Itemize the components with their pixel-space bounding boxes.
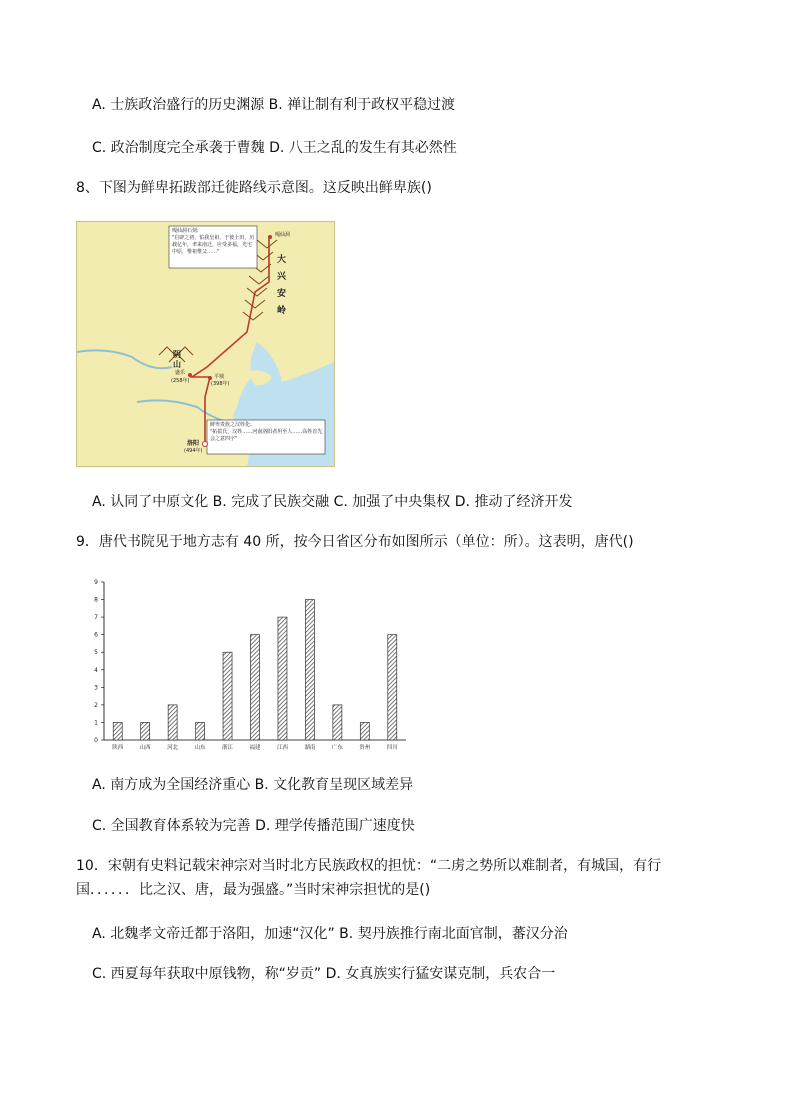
x-tick-label: 山东 [194, 745, 206, 751]
bar-7 [305, 600, 314, 740]
bar-6 [278, 617, 287, 740]
edict-title: 鲜卑贵族之汉姓化: [210, 422, 252, 428]
yinshan-label: 阴山 [173, 350, 181, 369]
x-tick-label: 广东 [331, 745, 343, 751]
q10-stem-line2: 国．．．．．．比之汉、唐，最为强盛。”当时宋神宗担忧的是() [76, 882, 431, 898]
inscription-text: "启辟之初，佑我皇祖，于彼土田，历载亿年，聿来南迁，应受多福，光宅中原，惟祖惟父……" [172, 235, 255, 255]
migration-map [76, 221, 335, 467]
pingcheng-label: 平城 [214, 374, 225, 380]
y-tick-label: 8 [94, 596, 98, 604]
bar-5 [251, 635, 260, 740]
cave-dot [268, 235, 272, 239]
bar-8 [333, 705, 342, 740]
shengle-year: (258年) [171, 378, 190, 384]
y-tick-label: 4 [94, 666, 98, 674]
x-tick-label: 山西 [139, 745, 151, 751]
bar-10 [388, 635, 397, 740]
inscription-title: 嘎仙洞石刻: [172, 228, 199, 234]
luoyang-dot [203, 442, 208, 447]
q9-options-cd: C. 全国教育体系较为完善 D. 理学传播范围广速度快 [92, 818, 415, 834]
bar-9 [360, 722, 369, 740]
q8-stem: 8、下图为鲜卑拓跋部迁徙路线示意图。这反映出鲜卑族() [76, 180, 432, 196]
q10-stem-line1: 10．宋朝有史料记载宋神宗对当时北方民族政权的担忧：“二虏之势所以难制者，有城国，有行 [76, 858, 662, 874]
bar-3 [196, 722, 205, 740]
q8-options: A. 认同了中原文化 B. 完成了民族交融 C. 加强了中央集权 D. 推动了经济开发 [92, 494, 573, 510]
cave-label: 嘎仙洞 [275, 232, 291, 238]
bar-2 [168, 705, 177, 740]
q7-options-ab: A. 士族政治盛行的历史渊源 B. 禅让制有利于政权平稳过渡 [92, 97, 456, 113]
river [77, 350, 172, 368]
bar-4 [223, 652, 232, 740]
q9-stem: 9．唐代书院见于地方志有 40 所，按今日省区分布如图所示（单位：所）。这表明，唐代() [76, 534, 634, 550]
q10-options-cd: C. 西夏每年获取中原钱物，称“岁贡” D. 女真族实行猛安谋克制，兵农合一 [92, 966, 556, 982]
x-tick-label: 湖南 [304, 745, 316, 751]
edict-text: "拓拔氏，汉姓……河南洛阳者坦至人……高姓首先会之意四字" [210, 429, 323, 442]
y-tick-label: 6 [94, 631, 98, 639]
shengle-label: 盛乐 [175, 370, 186, 376]
q10-options-ab: A. 北魏孝文帝迁都于洛阳，加速“汉化” B. 契丹族推行南北面官制，蕃汉分治 [92, 926, 568, 942]
y-tick-label: 0 [94, 737, 98, 744]
range-label: 大兴安岭 [277, 255, 287, 316]
x-tick-label: 河北 [167, 745, 179, 751]
x-tick-label: 江西 [276, 745, 288, 751]
x-tick-label: 贵州 [359, 745, 371, 751]
luoyang-year: (494年) [184, 448, 203, 454]
x-tick-label: 陕西 [112, 745, 124, 751]
q9-options-ab: A. 南方成为全国经济重心 B. 文化教育呈现区域差异 [92, 777, 414, 793]
q7-options-cd: C. 政治制度完全承袭于曹魏 D. 八王之乱的发生有其必然性 [92, 140, 457, 156]
x-tick-label: 浙江 [222, 745, 234, 751]
y-tick-label: 5 [94, 649, 98, 657]
y-tick-label: 9 [94, 579, 98, 586]
y-tick-label: 3 [94, 684, 98, 692]
x-tick-label: 四川 [386, 745, 398, 751]
luoyang-label: 洛阳 [187, 440, 200, 447]
bar-1 [141, 722, 150, 740]
x-tick-label: 福建 [249, 745, 261, 751]
y-tick-label: 1 [94, 719, 98, 727]
bar-0 [113, 722, 122, 740]
y-tick-label: 7 [94, 614, 98, 622]
pingcheng-year: (398年) [211, 381, 230, 387]
academies-bar-chart [90, 576, 420, 758]
y-tick-label: 2 [94, 701, 98, 709]
